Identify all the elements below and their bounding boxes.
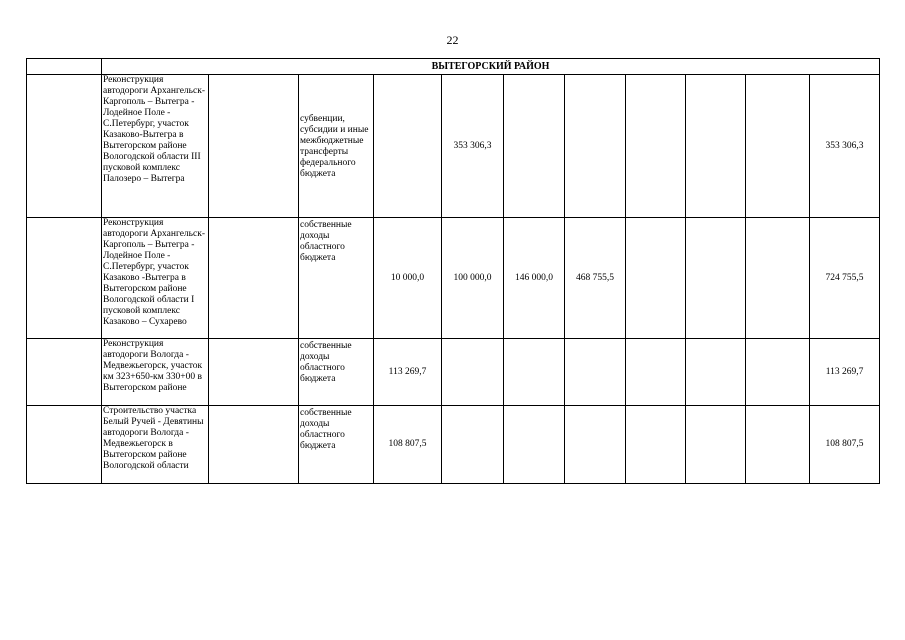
empty-cell <box>686 406 746 484</box>
value-cell <box>565 339 626 406</box>
empty-cell <box>27 75 102 218</box>
object-description: Реконструкция автодороги Вологда - Медвежьегорск, участок км 323+650-км 330+00 в Вытегорском районе <box>102 339 209 406</box>
empty-cell <box>686 339 746 406</box>
value-cell: 108 807,5 <box>374 406 442 484</box>
empty-cell <box>209 218 299 339</box>
table-row <box>27 218 880 339</box>
value-cell <box>374 75 442 218</box>
value-cell <box>504 75 565 218</box>
funding-source: собственные доходы областного бюджета <box>299 218 374 339</box>
total-cell: 724 755,5 <box>810 218 880 339</box>
value-cell: 353 306,3 <box>442 75 504 218</box>
district-header-row <box>27 59 880 75</box>
empty-cell <box>27 59 102 75</box>
value-cell: 468 755,5 <box>565 218 626 339</box>
value-cell: 100 000,0 <box>442 218 504 339</box>
empty-cell <box>209 75 299 218</box>
object-description: Реконструкция автодороги Архангельск-Каргополь – Вытегра - Лодейное Поле - С.Петербург, участок Казаково -Вытегра в Вытегорском районе Вологодской области I пусковой комплекс Казаково – Сухарево <box>102 218 209 339</box>
empty-cell <box>626 75 686 218</box>
table-row <box>27 339 880 406</box>
district-title: ВЫТЕГОРСКИЙ РАЙОН <box>102 59 880 75</box>
page-number: 22 <box>446 33 459 47</box>
budget-table <box>26 58 880 484</box>
empty-cell <box>27 406 102 484</box>
empty-cell <box>626 218 686 339</box>
value-cell: 146 000,0 <box>504 218 565 339</box>
value-cell: 113 269,7 <box>374 339 442 406</box>
table-row <box>27 75 880 218</box>
empty-cell <box>746 75 810 218</box>
funding-source: субвенции, субсидии и иные межбюджетные трансферты федерального бюджета <box>299 75 374 218</box>
object-description: Строительство участка Белый Ручей - Девятины автодороги Вологда - Медвежьегорск в Вытегорском районе Вологодской области <box>102 406 209 484</box>
empty-cell <box>746 406 810 484</box>
empty-cell <box>626 339 686 406</box>
empty-cell <box>746 339 810 406</box>
funding-source: собственные доходы областного бюджета <box>299 339 374 406</box>
empty-cell <box>686 218 746 339</box>
empty-cell <box>746 218 810 339</box>
empty-cell <box>209 339 299 406</box>
empty-cell <box>626 406 686 484</box>
value-cell <box>504 406 565 484</box>
empty-cell <box>27 218 102 339</box>
value-cell <box>565 75 626 218</box>
value-cell <box>565 406 626 484</box>
funding-source: собственные доходы областного бюджета <box>299 406 374 484</box>
value-cell <box>504 339 565 406</box>
object-description: Реконструкция автодороги Архангельск-Каргополь – Вытегра - Лодейное Поле - С.Петербург, участок Казаково-Вытегра в Вытегорском районе Вологодской области III пусковой комплекс Палозеро – Вытегра <box>102 75 209 218</box>
value-cell <box>442 406 504 484</box>
empty-cell <box>27 339 102 406</box>
table-row <box>27 406 880 484</box>
value-cell <box>442 339 504 406</box>
value-cell: 10 000,0 <box>374 218 442 339</box>
empty-cell <box>686 75 746 218</box>
total-cell: 353 306,3 <box>810 75 880 218</box>
total-cell: 113 269,7 <box>810 339 880 406</box>
empty-cell <box>209 406 299 484</box>
total-cell: 108 807,5 <box>810 406 880 484</box>
